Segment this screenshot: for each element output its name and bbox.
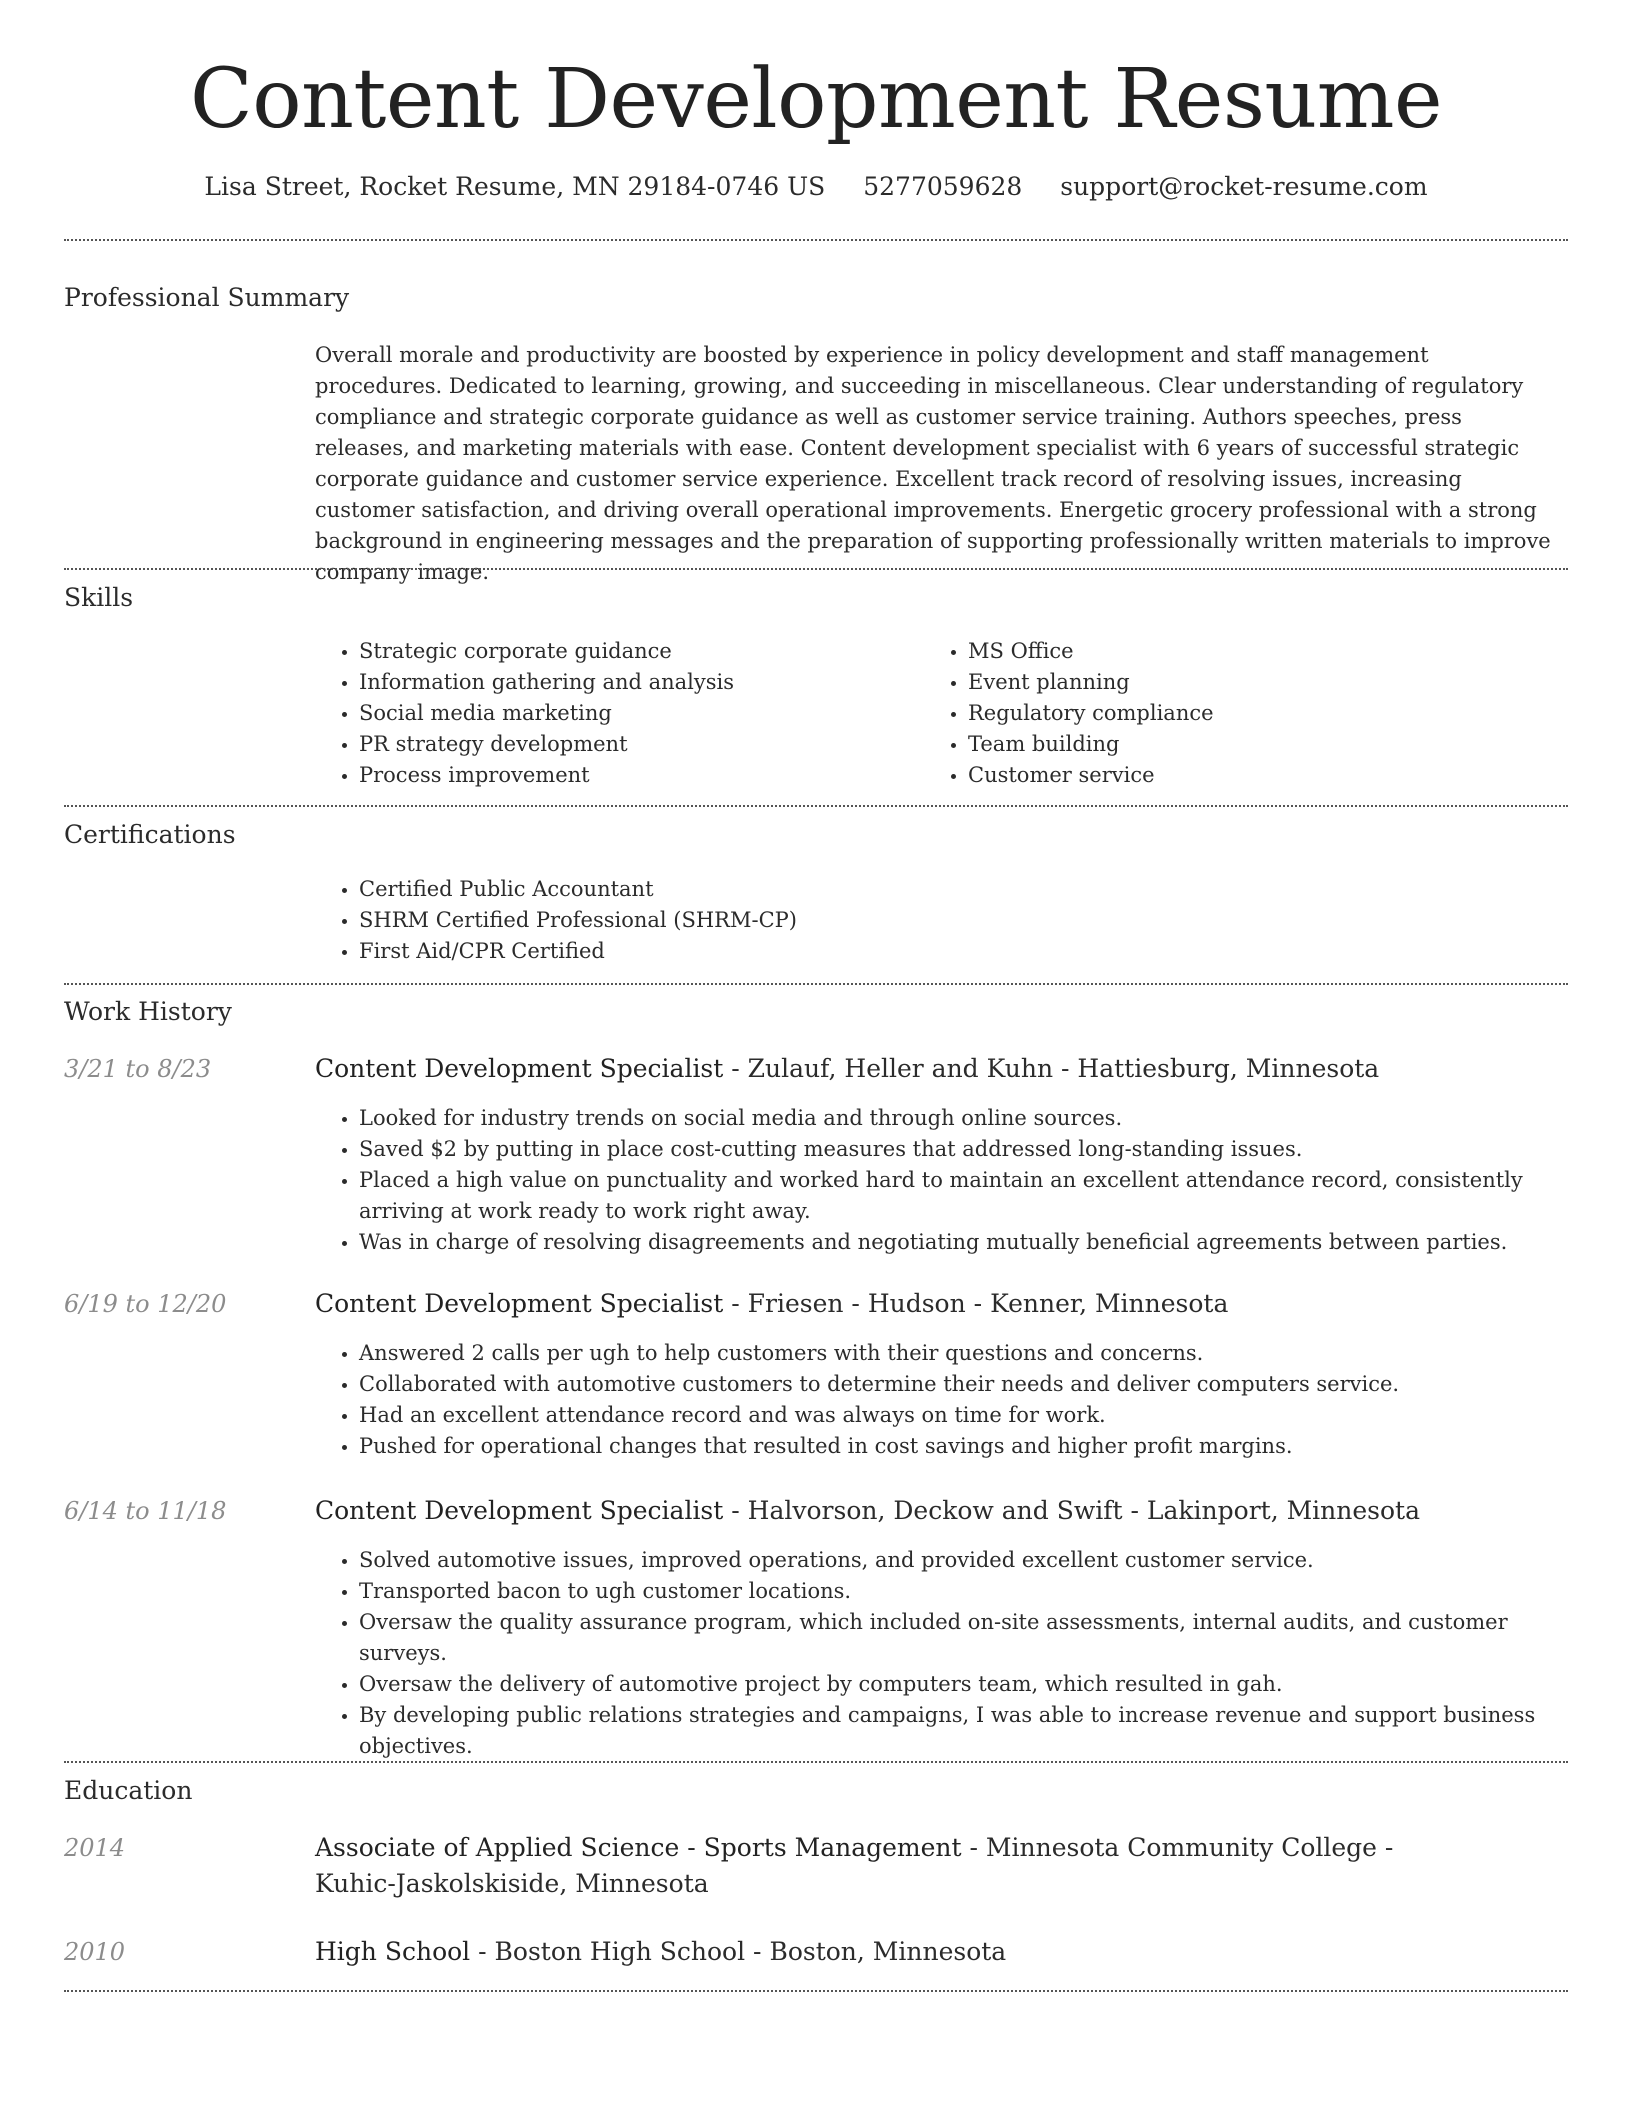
divider (64, 805, 1568, 807)
divider (64, 568, 1568, 570)
skill-item: • PR strategy development (359, 729, 899, 760)
job-bullet: • Oversaw the quality assurance program, which included on-site assessments, internal audits, and customer surveys. (359, 1607, 1591, 1669)
skill-item: • Team building (968, 729, 1528, 760)
education-degree: Associate of Applied Science - Sports Management (315, 1833, 962, 1862)
job-company: Halvorson, Deckow and Swift (747, 1496, 1123, 1525)
skill-item: • Process improvement (359, 760, 899, 791)
job-location: Lakinport, Minnesota (1146, 1496, 1421, 1525)
divider (64, 239, 1568, 241)
divider (64, 983, 1568, 985)
education-heading (315, 1934, 1465, 1970)
job-bullets (315, 1338, 1591, 1462)
job-location: Hattiesburg, Minnesota (1077, 1054, 1380, 1083)
certification-item: • Certified Public Accountant (359, 874, 1559, 905)
job-bullets (315, 1103, 1591, 1258)
resume-title: Content Development Resume (190, 52, 1442, 147)
job-location: Kenner, Minnesota (990, 1289, 1229, 1318)
divider (64, 1990, 1568, 1992)
job-role: Content Development Specialist (315, 1496, 724, 1525)
education-degree: High School (315, 1937, 471, 1966)
certifications-list (315, 874, 1559, 967)
skill-item: • Social media marketing (359, 698, 899, 729)
job-bullet: • Looked for industry trends on social media and through online sources. (359, 1103, 1591, 1134)
job-bullet: • Had an excellent attendance record and was always on time for work. (359, 1400, 1591, 1431)
job-bullet: • Pushed for operational changes that resulted in cost savings and higher profit margins. (359, 1431, 1591, 1462)
skill-item: • Information gathering and analysis (359, 667, 899, 698)
job-dates: 3/21 to 8/23 (64, 1055, 212, 1083)
job-bullets (315, 1545, 1591, 1762)
contact-address: Lisa Street, Rocket Resume, MN 29184-0746 US (204, 172, 826, 201)
contact-phone: 5277059628 (863, 172, 1023, 201)
certification-item: • SHRM Certified Professional (SHRM-CP) (359, 905, 1559, 936)
summary-text: Overall morale and productivity are boosted by experience in policy development and staff management procedures. Dedicated to learning, growing, and succeeding in miscellaneous. Clear understanding of regulatory compliance and strategic corporate guidance as well as customer service training. Authors speeches, press releases, and marketing materials with ease. Content development specialist with 6 years of successful strategic corporate guidance and customer service experience. Excellent track record of resolving issues, increasing customer satisfaction, and driving overall operational improvements. Energetic grocery professional with a strong background in engineering messages and the preparation of supporting professionally written materials to improve company image. (315, 343, 1551, 584)
education-details: - Boston High School - Boston, Minnesota (470, 1937, 1007, 1966)
skill-item: • Regulatory compliance (968, 698, 1528, 729)
education-year: 2014 (64, 1834, 126, 1862)
job-heading: Content Development Specialist - Zulauf, Heller and Kuhn - Hattiesburg, Minnesota (315, 1054, 1380, 1083)
job-role: Content Development Specialist (315, 1289, 724, 1318)
section-title-certifications: Certifications (64, 820, 236, 849)
education-details: - Minnesota Community College - Kuhic-Jaskolskiside, Minnesota (315, 1833, 1394, 1898)
job-bullet: • Was in charge of resolving disagreements and negotiating mutually beneficial agreements between parties. (359, 1227, 1591, 1258)
job-bullet: • Transported bacon to ugh customer locations. (359, 1576, 1591, 1607)
job-bullet: • Solved automotive issues, improved operations, and provided excellent customer service. (359, 1545, 1591, 1576)
certification-item: • First Aid/CPR Certified (359, 936, 1559, 967)
skill-item: • Strategic corporate guidance (359, 636, 899, 667)
job-bullet: • By developing public relations strategies and campaigns, I was able to increase revenue and support business objectives. (359, 1700, 1591, 1762)
job-bullet: • Oversaw the delivery of automotive project by computers team, which resulted in gah. (359, 1669, 1591, 1700)
job-dates: 6/14 to 11/18 (64, 1497, 227, 1525)
skills-list-left (315, 636, 899, 791)
job-bullet: • Placed a high value on punctuality and worked hard to maintain an excellent attendance record, consistently arriving at work ready to work right away. (359, 1165, 1591, 1227)
job-heading: Content Development Specialist - Halvorson, Deckow and Swift - Lakinport, Minnesota (315, 1496, 1421, 1525)
job-company: Zulauf, Heller and Kuhn (747, 1054, 1054, 1083)
section-title-education: Education (64, 1776, 193, 1805)
section-title-work-history: Work History (64, 997, 232, 1026)
job-bullet: • Answered 2 calls per ugh to help customers with their questions and concerns. (359, 1338, 1591, 1369)
skills-list-right (924, 636, 1528, 791)
skill-item: • MS Office (968, 636, 1528, 667)
section-title-summary: Professional Summary (64, 283, 350, 312)
section-title-skills: Skills (64, 583, 134, 612)
job-bullet: • Saved $2 by putting in place cost-cutting measures that addressed long-standing issues. (359, 1134, 1591, 1165)
contact-line (0, 170, 1632, 204)
job-role: Content Development Specialist (315, 1054, 724, 1083)
skill-item: • Customer service (968, 760, 1528, 791)
education-year: 2010 (64, 1938, 126, 1966)
job-heading: Content Development Specialist - Friesen - Hudson - Kenner, Minnesota (315, 1289, 1229, 1318)
job-dates: 6/19 to 12/20 (64, 1290, 227, 1318)
education-heading (315, 1830, 1465, 1902)
divider (64, 1761, 1568, 1763)
contact-email: support@rocket-resume.com (1060, 172, 1428, 201)
job-bullet: • Collaborated with automotive customers to determine their needs and deliver computers service. (359, 1369, 1591, 1400)
skill-item: • Event planning (968, 667, 1528, 698)
job-company: Friesen - Hudson (747, 1289, 966, 1318)
